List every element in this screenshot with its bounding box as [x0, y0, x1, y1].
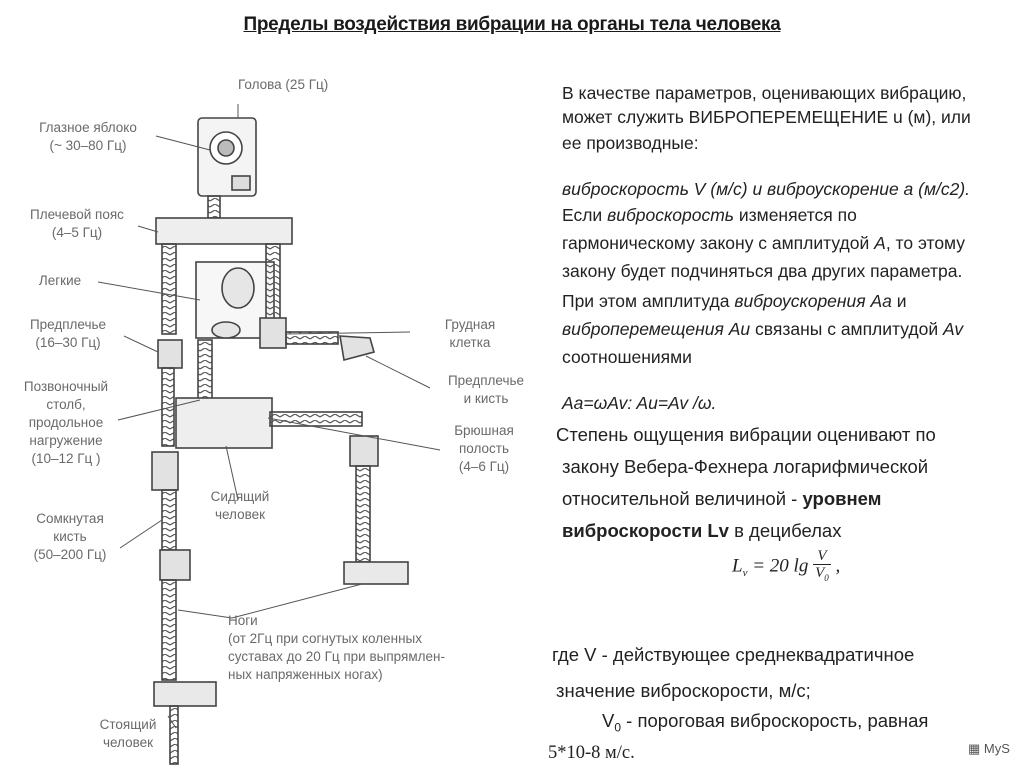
shoulder-bar [156, 218, 292, 244]
label-forearm-hand: Предплечье и кисть [447, 373, 525, 406]
hand-right [340, 336, 374, 360]
label-shoulder-girdle: Плечевой пояс (4–5 Гц) [30, 207, 124, 240]
text-line-18: $V_0$ - пороговая виброскорость, равная [602, 710, 929, 735]
text-line-11: Aa=ωAv: Au=Av /ω. [562, 393, 717, 413]
text-line-9: виброперемещения Au связаны с амплитудой Av [562, 319, 964, 339]
thigh-spring [270, 412, 362, 426]
text-line-12: Степень ощущения вибрации оценивают по [556, 424, 936, 445]
label-forearm: Предплечье (16–30 Гц) [29, 317, 107, 350]
slide-title: Пределы воздействия вибрации на органы тела человека [243, 14, 781, 35]
fist-left [152, 452, 178, 490]
text-line-2: может служить ВИБРОПЕРЕМЕЩЕНИЕ u (м), или [562, 107, 971, 127]
pelvis-bar [176, 398, 272, 448]
text-line-7: закону будет подчиняться два других параметра. [562, 261, 963, 281]
watermark: ▦ MyS [968, 741, 1010, 756]
text-line-10: соотношениями [562, 347, 692, 367]
text-line-16: где V - действующее среднеквадратичное [552, 644, 915, 665]
label-standing-person: Стоящий человек [99, 717, 157, 750]
label-chest: Грудная клетка [444, 317, 496, 350]
neck-spring [208, 196, 220, 218]
text-line-15: виброскорости Lv в децибелах [562, 520, 842, 541]
label-spine: Позвоночный столб, продольное нагружение (10–12 Гц ) [23, 379, 109, 466]
head-block [198, 118, 256, 196]
text-line-6: гармоническому закону с амплитудой A, то этому [562, 233, 966, 253]
text-line-14: относительной величиной - уровнем [562, 488, 882, 509]
text-line-3: ее производные: [562, 133, 699, 153]
text-line-5: Если виброскорость изменяется по [562, 205, 857, 225]
text-line-4: виброскорость V (м/с) и виброускорение a (м/с2). [562, 179, 971, 199]
label-sitting-person: Сидящий человек [210, 489, 270, 522]
text-line-13: закону Вебера-Фехнера логарифмической [562, 456, 929, 477]
text-line-17: значение виброскорости, м/с; [556, 680, 811, 701]
label-abdomen: Брюшная полость (4–6 Гц) [454, 423, 514, 474]
foot-sitting [344, 562, 408, 584]
text-line-19: 5*10-8 м/с. [548, 743, 635, 763]
text-line-1: В качестве параметров, оценивающих вибрацию, [562, 83, 967, 103]
label-legs: Ноги (от 2Гц при согнутых коленных суставах до 20 Гц при выпрямлен- ных напряженных ногах) [228, 613, 445, 682]
label-eyeball: Глазное яблоко (~ 30–80 Гц) [39, 120, 137, 153]
foot-standing [154, 682, 216, 706]
watermark-icon: ▦ [968, 741, 984, 756]
label-lungs: Легкие [38, 273, 82, 288]
label-head: Голова (25 Гц) [238, 77, 329, 92]
formula-lv: $L_v = 20$ lg $\frac{V}{V_0}$ , [732, 548, 841, 583]
label-closed-fist: Сомкнутая кисть (50–200 Гц) [33, 511, 107, 562]
text-line-8: При этом амплитуда виброускорения Aa и [562, 291, 907, 311]
